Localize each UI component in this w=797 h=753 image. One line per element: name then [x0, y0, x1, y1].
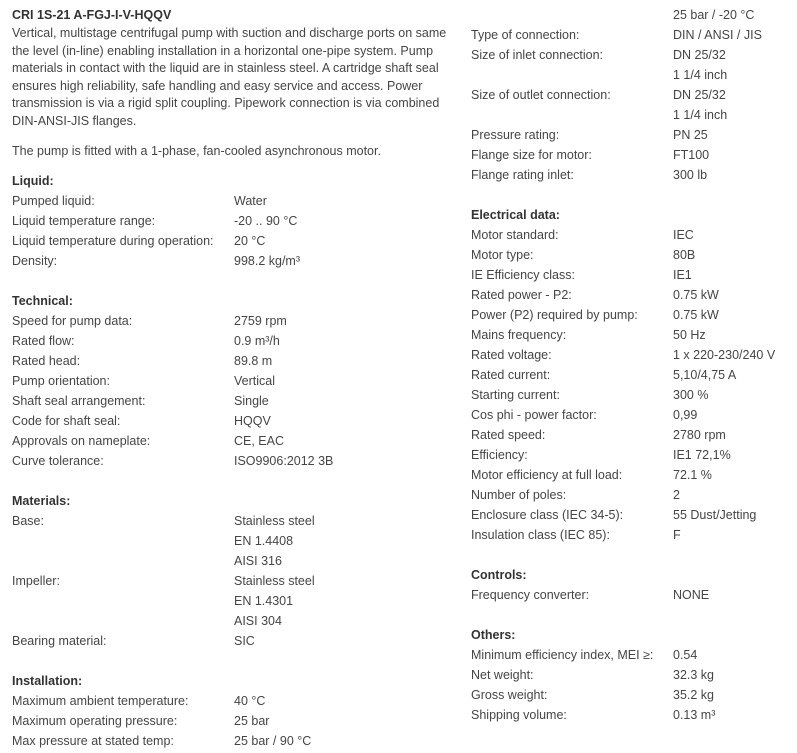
spec-row [12, 331, 452, 351]
spec-value: IEC [673, 228, 694, 242]
spec-value: DN 25/32 [673, 48, 726, 62]
spec-label: Impeller: [12, 573, 60, 588]
spec-row [12, 431, 452, 451]
spec-value: 55 Dust/Jetting [673, 508, 757, 522]
spec-row [471, 85, 791, 105]
spec-value: 50 Hz [673, 328, 706, 342]
spec-value: SIC [234, 633, 255, 648]
spec-label: Approvals on nameplate: [12, 433, 151, 448]
spec-value: F [673, 528, 681, 542]
spec-label: Shipping volume: [471, 708, 567, 722]
spec-row [471, 145, 791, 165]
liquid-rows [12, 191, 452, 271]
spec-row [12, 311, 452, 331]
spec-label: Net weight: [471, 668, 534, 682]
spec-value: DIN / ANSI / JIS [673, 28, 762, 42]
spec-row [471, 645, 791, 665]
spec-row [12, 191, 452, 211]
spec-value: 32.3 kg [673, 668, 715, 682]
spec-row [471, 45, 791, 65]
spec-value: Stainless steel [234, 573, 315, 588]
section-heading-installation: Installation: [12, 673, 83, 688]
spec-value: Water [234, 193, 267, 208]
spec-row [471, 245, 791, 265]
spec-value: 1 1/4 inch [673, 108, 728, 122]
spec-value: PN 25 [673, 128, 708, 142]
spec-label: Shaft seal arrangement: [12, 393, 146, 408]
materials-rows [12, 511, 452, 651]
spec-row-continued [12, 551, 452, 571]
spec-row [471, 465, 791, 485]
spec-label: Pressure rating: [471, 128, 560, 142]
spec-label: Type of connection: [471, 28, 580, 42]
spec-value: 300 lb [673, 168, 708, 182]
spec-row [471, 125, 791, 145]
spec-row-continued [12, 591, 452, 611]
spec-row-continued [12, 531, 452, 551]
spec-row [471, 525, 791, 545]
spec-label: Power (P2) required by pump: [471, 308, 638, 322]
spec-row [471, 225, 791, 245]
spec-label: Liquid temperature during operation: [12, 233, 214, 248]
spec-row-continued [471, 5, 791, 25]
spec-label: Rated flow: [12, 333, 75, 348]
spec-row-continued [12, 611, 452, 631]
spec-row [471, 685, 791, 705]
spec-value: AISI 304 [234, 613, 282, 628]
installation-rows [12, 691, 452, 751]
spec-label: Efficiency: [471, 448, 528, 462]
spec-row [471, 325, 791, 345]
spec-label: Starting current: [471, 388, 560, 402]
spec-label: Motor type: [471, 248, 534, 262]
left-column [12, 5, 452, 751]
spec-value: EN 1.4301 [234, 593, 294, 608]
spec-row [471, 505, 791, 525]
spec-label: Liquid temperature range: [12, 213, 156, 228]
spec-value: 0.75 kW [673, 288, 719, 302]
spec-label: Frequency converter: [471, 588, 590, 602]
spec-label: Maximum ambient temperature: [12, 693, 189, 708]
spec-row [12, 411, 452, 431]
spec-row [471, 585, 791, 605]
spec-value: 89.8 m [234, 353, 273, 368]
spec-row-continued [471, 65, 791, 85]
spec-row [12, 351, 452, 371]
spec-value: DN 25/32 [673, 88, 726, 102]
spec-row [471, 365, 791, 385]
spec-value: 20 °C [234, 233, 266, 248]
spec-row [471, 285, 791, 305]
spec-value: 80B [673, 248, 696, 262]
spec-label: Density: [12, 253, 58, 268]
spec-row [471, 165, 791, 185]
spec-value: 1 1/4 inch [673, 68, 728, 82]
spec-label: Motor efficiency at full load: [471, 468, 623, 482]
spec-label: Cos phi - power factor: [471, 408, 597, 422]
spec-value: Stainless steel [234, 513, 315, 528]
spec-row [12, 231, 452, 251]
spec-row [471, 385, 791, 405]
spec-label: Enclosure class (IEC 34-5): [471, 508, 624, 522]
spec-value: 2780 rpm [673, 428, 726, 442]
spec-value: -20 .. 90 °C [234, 213, 298, 228]
spec-value: CE, EAC [234, 433, 285, 448]
spec-label: Maximum operating pressure: [12, 713, 178, 728]
spec-value: Single [234, 393, 269, 408]
spec-label: Pump orientation: [12, 373, 110, 388]
spec-label: Gross weight: [471, 688, 548, 702]
spec-row [471, 705, 791, 725]
spec-label: Rated voltage: [471, 348, 552, 362]
spec-row [12, 211, 452, 231]
spec-label: Max pressure at stated temp: [12, 733, 174, 748]
spec-row [471, 25, 791, 45]
spec-label: Base: [12, 513, 44, 528]
spec-row [12, 631, 452, 651]
spec-value: 998.2 kg/m³ [234, 253, 301, 268]
spec-label: Number of poles: [471, 488, 567, 502]
spec-row [12, 391, 452, 411]
section-heading-others: Others: [471, 628, 516, 642]
spec-value: 40 °C [234, 693, 266, 708]
spec-row [471, 345, 791, 365]
section-heading-electrical: Electrical data: [471, 208, 560, 222]
spec-label: IE Efficiency class: [471, 268, 575, 282]
spec-value: 0.13 m³ [673, 708, 716, 722]
spec-value: IE1 72,1% [673, 448, 731, 462]
spec-value: ISO9906:2012 3B [234, 453, 334, 468]
spec-label: Code for shaft seal: [12, 413, 121, 428]
spec-value: AISI 316 [234, 553, 282, 568]
motor-note: The pump is fitted with a 1-phase, fan-cooled asynchronous motor. [12, 143, 381, 158]
section-heading-technical: Technical: [12, 293, 73, 308]
spec-row [471, 305, 791, 325]
spec-row [471, 265, 791, 285]
spec-value: 0.9 m³/h [234, 333, 280, 348]
spec-row [12, 511, 452, 531]
spec-label: Size of outlet connection: [471, 88, 611, 102]
spec-label: Pumped liquid: [12, 193, 95, 208]
right-column [471, 5, 791, 725]
technical-rows [12, 311, 452, 471]
spec-row [471, 485, 791, 505]
spec-label: Curve tolerance: [12, 453, 104, 468]
spec-value: NONE [673, 588, 710, 602]
spec-value: 0,99 [673, 408, 698, 422]
spec-row [471, 445, 791, 465]
spec-row [12, 711, 452, 731]
spec-row [12, 371, 452, 391]
spec-label: Mains frequency: [471, 328, 567, 342]
spec-value: 25 bar / 90 °C [234, 733, 312, 748]
spec-row-continued [471, 105, 791, 125]
spec-label: Rated current: [471, 368, 551, 382]
spec-row [12, 691, 452, 711]
spec-value: 72.1 % [673, 468, 712, 482]
spec-value: 2 [673, 488, 680, 502]
spec-value: 2759 rpm [234, 313, 287, 328]
spec-label: Rated speed: [471, 428, 546, 442]
spec-value: 35.2 kg [673, 688, 715, 702]
spec-value: 0.75 kW [673, 308, 719, 322]
spec-label: Motor standard: [471, 228, 559, 242]
spec-row [12, 571, 452, 591]
spec-label: Bearing material: [12, 633, 107, 648]
spec-value: IE1 [673, 268, 692, 282]
spec-label: Flange size for motor: [471, 148, 592, 162]
others-rows [471, 645, 791, 725]
spec-value: EN 1.4408 [234, 533, 294, 548]
spec-value: 1 x 220-230/240 V [673, 348, 776, 362]
spec-row [471, 405, 791, 425]
spec-row [12, 451, 452, 471]
spec-label: Speed for pump data: [12, 313, 133, 328]
spec-value: FT100 [673, 148, 710, 162]
product-title: CRI 1S-21 A-FGJ-I-V-HQQV [12, 8, 172, 22]
spec-row [471, 665, 791, 685]
spec-label: Flange rating inlet: [471, 168, 574, 182]
spec-value: 25 bar / -20 °C [673, 8, 755, 22]
spec-value: 300 % [673, 388, 709, 402]
spec-label: Minimum efficiency index, MEI ≥: [471, 648, 654, 662]
spec-value: HQQV [234, 413, 271, 428]
spec-value: Vertical [234, 373, 275, 388]
product-description: Vertical, multistage centrifugal pump with suction and discharge ports on same the level (in-line) enabling installation in a horizontal one-pipe system. Pump materials in contact with the liquid are in stainless steel. A cartridge shaft seal ensures high reliability, safe handling and easy service and access. Power transmission is via a rigid split coupling. Pipework connection is via combined DIN-ANSI-JIS flanges. [12, 26, 447, 128]
spec-value: 0.54 [673, 648, 698, 662]
section-heading-liquid: Liquid: [12, 173, 54, 188]
spec-label: Size of inlet connection: [471, 48, 604, 62]
spec-row [12, 731, 452, 751]
spec-row [12, 251, 452, 271]
spec-value: 5,10/4,75 A [673, 368, 737, 382]
spec-label: Rated head: [12, 353, 81, 368]
electrical-rows [471, 225, 791, 545]
spec-value: 25 bar [234, 713, 270, 728]
spec-row [471, 425, 791, 445]
spec-label: Rated power - P2: [471, 288, 572, 302]
section-heading-controls: Controls: [471, 568, 527, 582]
spec-label: Insulation class (IEC 85): [471, 528, 610, 542]
section-heading-materials: Materials: [12, 493, 71, 508]
